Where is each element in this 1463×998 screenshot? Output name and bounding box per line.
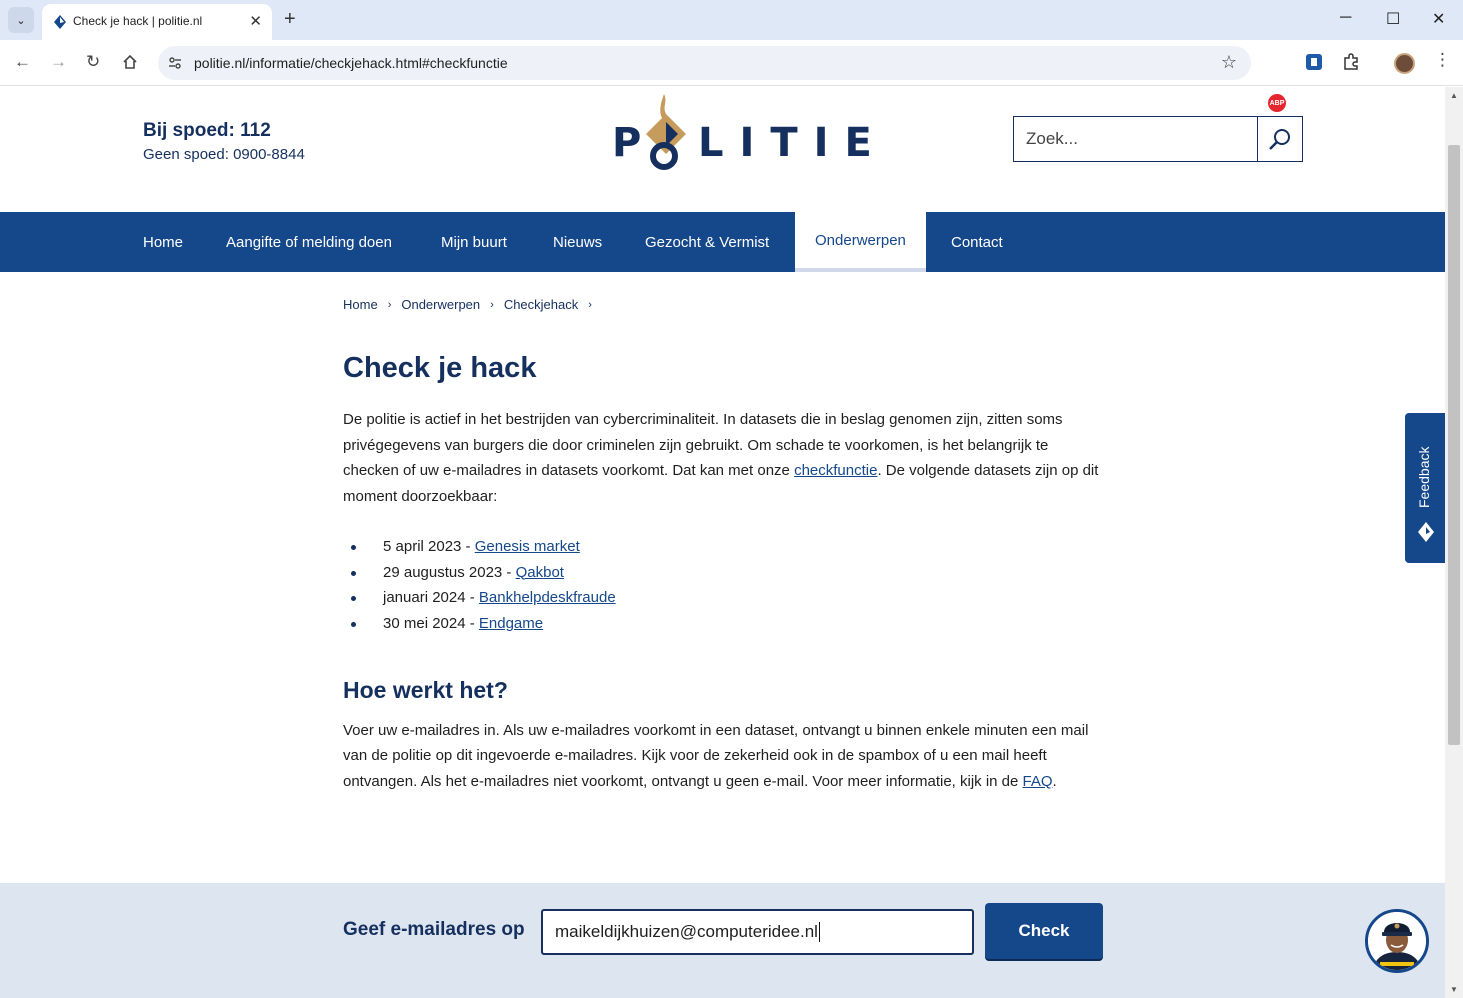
profile-avatar[interactable] [1394, 53, 1415, 74]
faq-link[interactable]: FAQ [1022, 773, 1053, 791]
email-value: maikeldijkhuizen@computeridee.nl [555, 922, 818, 941]
minimize-icon[interactable]: ─ [1340, 9, 1352, 26]
browser-tab[interactable] [42, 4, 272, 40]
email-label: Geef e-mailadres op [343, 919, 525, 940]
main-content [343, 352, 1103, 795]
close-window-icon[interactable]: ✕ [1432, 11, 1446, 28]
chat-assistant-avatar[interactable] [1365, 909, 1429, 973]
chevron-down-icon: ⌄ [16, 14, 26, 27]
chevron-right-icon: › [588, 298, 592, 311]
home-icon[interactable] [122, 54, 138, 70]
search-button[interactable] [1257, 117, 1302, 161]
how-end: . [1052, 773, 1057, 791]
browser-toolbar [0, 40, 1463, 107]
feedback-tab[interactable] [1405, 413, 1445, 563]
extensions-puzzle-icon[interactable] [1342, 53, 1360, 71]
breadcrumb-checkjehack[interactable]: Checkjehack [503, 297, 579, 312]
how-it-works-heading: Hoe werkt het? [343, 676, 508, 703]
police-officer-avatar-icon [1368, 912, 1426, 970]
emergency-contact [143, 120, 305, 163]
chevron-right-icon: › [490, 298, 494, 311]
bookmark-star-icon[interactable]: ☆ [1220, 52, 1237, 72]
dataset-list [343, 534, 1103, 637]
tab-search-button[interactable] [8, 7, 34, 33]
page-title: Check je hack [343, 352, 537, 384]
nav-nieuws[interactable]: Nieuws [553, 233, 603, 251]
nav-onderwerpen[interactable]: Onderwerpen [795, 212, 926, 272]
logo-letters-rest: LITIE [698, 120, 888, 166]
nav-mijn-buurt[interactable]: Mijn buurt [441, 233, 507, 251]
checkfunctie-link[interactable]: checkfunctie [794, 462, 878, 480]
nav-home[interactable]: Home [143, 233, 184, 251]
breadcrumb-onderwerpen[interactable]: Onderwerpen [401, 297, 481, 312]
intro-paragraph [343, 407, 1103, 510]
list-item [343, 560, 1103, 586]
page-scrollbar[interactable] [1445, 87, 1463, 998]
site-settings-icon[interactable] [167, 55, 183, 71]
intro-text-2: . De volgende datasets zijn op dit moment doorzoekbaar: [343, 462, 1099, 506]
dataset-date: 5 april 2023 - [383, 537, 475, 555]
chevron-right-icon: › [387, 298, 392, 311]
scroll-down-icon[interactable]: ▼ [1450, 985, 1458, 994]
non-urgent-number: Geen spoed: 0900-8844 [143, 146, 305, 163]
search-input[interactable] [1014, 117, 1257, 161]
back-icon[interactable]: ← [14, 52, 31, 71]
dataset-link-bankhelpdeskfraude[interactable]: Bankhelpdeskfraude [478, 589, 616, 607]
reload-icon[interactable]: ↻ [86, 52, 101, 71]
email-input[interactable] [541, 909, 974, 955]
tab-title: Check je hack | politie.nl [73, 14, 203, 28]
browser-tab-bar [0, 0, 1463, 40]
menu-kebab-icon[interactable]: ⋮ [1434, 50, 1451, 69]
site-search [1013, 116, 1303, 162]
adblock-extension-icon[interactable] [1268, 94, 1286, 112]
url-text: politie.nl/informatie/checkjehack.html#checkfunctie [194, 55, 508, 71]
abp-label: ABP [1269, 99, 1285, 107]
forward-icon[interactable]: → [50, 52, 67, 71]
how-it-works-paragraph [343, 718, 1103, 795]
maximize-icon[interactable]: ☐ [1386, 11, 1401, 28]
check-button[interactable]: Check [985, 903, 1103, 959]
breadcrumb [343, 297, 602, 312]
feedback-label: Feedback [1416, 446, 1432, 508]
dataset-date: 30 mei 2024 - [383, 614, 479, 632]
list-item [343, 611, 1103, 637]
dataset-date: 29 augustus 2023 - [383, 563, 516, 581]
how-text: Voer uw e-mailadres in. Als uw e-mailadres voorkomt in een dataset, ontvangt u binnen enkele minuten een mail van de politie op dit ingevoerde e-mailadres. Kijk voor de zekerheid ook in de spambox of u een mail heeft ontvangen. Als het e-mailadres niet voorkomt, ontvangt u geen e-mail. Voor meer informatie, kijk in de [343, 721, 1089, 791]
address-bar[interactable] [158, 46, 1251, 80]
close-tab-icon[interactable]: ✕ [249, 13, 262, 30]
main-navigation [0, 212, 1445, 272]
text-caret [819, 922, 820, 942]
scrollbar-thumb[interactable] [1448, 145, 1460, 745]
nav-gezocht-vermist[interactable]: Gezocht & Vermist [645, 233, 770, 251]
logo-letter-p: P [612, 120, 642, 166]
extension-shield-icon[interactable] [1305, 53, 1323, 71]
email-check-bar [0, 883, 1445, 998]
politie-favicon-icon [52, 14, 68, 30]
intro-text-1: De politie is actief in het bestrijden van cybercriminaliteit. In datasets die in beslag genomen zijn, zitten soms privégegevens van burgers die door criminelen zijn gebruikt. Om schade te voorkomen, is het belangrijk te checken of uw e-mailadres in datasets voorkomt. Dat kan met onze [343, 411, 1063, 480]
list-item [343, 585, 1103, 611]
nav-contact[interactable]: Contact [951, 233, 1003, 251]
urgent-number: Bij spoed: 112 [143, 120, 271, 141]
breadcrumb-home[interactable]: Home [343, 297, 378, 312]
search-icon [1268, 127, 1292, 151]
scroll-up-icon[interactable]: ▲ [1450, 91, 1458, 100]
dataset-link-qakbot[interactable]: Qakbot [515, 563, 564, 581]
list-item [343, 534, 1103, 560]
dataset-link-endgame[interactable]: Endgame [478, 614, 544, 632]
dataset-date: januari 2024 - [383, 589, 479, 607]
politie-logo[interactable] [612, 92, 888, 174]
new-tab-icon[interactable]: + [284, 8, 296, 30]
politie-emblem-icon [1417, 521, 1435, 543]
nav-aangifte[interactable]: Aangifte of melding doen [226, 233, 392, 251]
dataset-link-genesis[interactable]: Genesis market [474, 537, 580, 555]
